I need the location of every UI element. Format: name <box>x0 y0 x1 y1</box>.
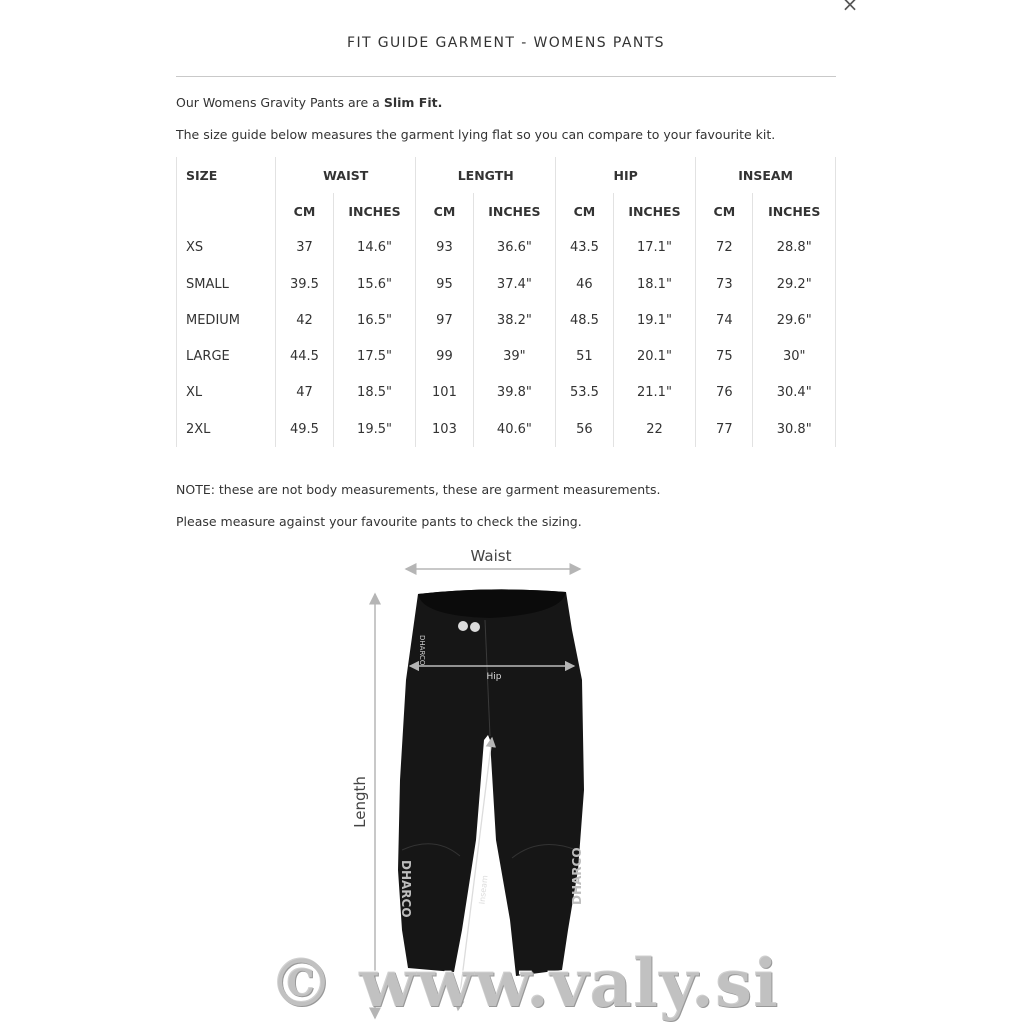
brand-mark: DHARCO <box>570 847 584 905</box>
size-cell: 2XL <box>177 411 276 447</box>
inseam-label: Inseam <box>477 874 490 905</box>
table-cell: 101 <box>416 375 473 411</box>
table-cell: 16.5" <box>333 302 416 338</box>
table-cell: 30.4" <box>753 375 836 411</box>
table-cell: 75 <box>696 338 753 374</box>
table-cell: 99 <box>416 338 473 374</box>
table-cell: 39" <box>473 338 556 374</box>
table-cell: 38.2" <box>473 302 556 338</box>
table-row <box>177 375 836 411</box>
table-cell: 103 <box>416 411 473 447</box>
watermark: © www.valy.si <box>268 944 779 1022</box>
fit-intro-text: Our Womens Gravity Pants are a <box>176 95 384 110</box>
table-cell: 47 <box>276 375 334 411</box>
table-cell: 76 <box>696 375 753 411</box>
table-cell: 19.1" <box>613 302 696 338</box>
table-cell: 74 <box>696 302 753 338</box>
waist-label: Waist <box>470 547 512 565</box>
size-guide-description: The size guide below measures the garment lying flat so you can compare to your favourite kit. <box>176 127 776 142</box>
table-row <box>177 266 836 302</box>
size-header: SIZE <box>177 157 276 193</box>
size-cell: LARGE <box>177 338 276 374</box>
size-cell: XL <box>177 375 276 411</box>
table-cell: 43.5 <box>556 230 614 266</box>
unit-header: INCHES <box>333 193 416 229</box>
table-cell: 37 <box>276 230 334 266</box>
unit-header: CM <box>276 193 334 229</box>
table-cell: 40.6" <box>473 411 556 447</box>
table-cell: 30.8" <box>753 411 836 447</box>
fit-intro <box>176 95 442 110</box>
close-icon[interactable]: × <box>841 0 859 16</box>
table-cell: 22 <box>613 411 696 447</box>
table-cell: 28.8" <box>753 230 836 266</box>
table-row <box>177 411 836 447</box>
table-cell: 14.6" <box>333 230 416 266</box>
table-row <box>177 302 836 338</box>
table-cell: 44.5 <box>276 338 334 374</box>
table-cell: 56 <box>556 411 614 447</box>
table-cell: 97 <box>416 302 473 338</box>
table-cell: 53.5 <box>556 375 614 411</box>
fit-type: Slim Fit. <box>383 95 443 110</box>
garment-note: NOTE: these are not body measurements, these are garment measurements. <box>176 482 661 497</box>
size-table <box>176 157 836 447</box>
table-cell: 73 <box>696 266 753 302</box>
table-cell: 46 <box>556 266 614 302</box>
size-cell: XS <box>177 230 276 266</box>
table-cell: 36.6" <box>473 230 556 266</box>
table-cell: 49.5 <box>276 411 334 447</box>
table-row <box>177 230 836 266</box>
unit-header: INCHES <box>613 193 696 229</box>
table-cell: 19.5" <box>333 411 416 447</box>
table-row <box>177 338 836 374</box>
length-label: Length <box>351 776 369 828</box>
table-cell: 30" <box>753 338 836 374</box>
unit-header: INCHES <box>753 193 836 229</box>
table-cell: 15.6" <box>333 266 416 302</box>
table-cell: 21.1" <box>613 375 696 411</box>
table-cell: 18.5" <box>333 375 416 411</box>
table-cell: 77 <box>696 411 753 447</box>
group-header-hip: HIP <box>556 157 696 193</box>
table-cell: 20.1" <box>613 338 696 374</box>
table-cell: 29.2" <box>753 266 836 302</box>
measure-tip: Please measure against your favourite pants to check the sizing. <box>176 514 582 529</box>
table-cell: 37.4" <box>473 266 556 302</box>
snap-button <box>470 622 480 632</box>
unit-header: CM <box>556 193 614 229</box>
modal-title: FIT GUIDE GARMENT - WOMENS PANTS <box>347 35 665 51</box>
table-cell: 18.1" <box>613 266 696 302</box>
table-cell: 95 <box>416 266 473 302</box>
table-cell: 72 <box>696 230 753 266</box>
table-cell: 48.5 <box>556 302 614 338</box>
table-cell: 17.5" <box>333 338 416 374</box>
group-header-length: LENGTH <box>416 157 556 193</box>
hip-label: Hip <box>486 672 502 682</box>
brand-mark: DHARCO <box>418 635 426 666</box>
unit-header: INCHES <box>473 193 556 229</box>
unit-header-blank <box>177 193 276 229</box>
table-cell: 93 <box>416 230 473 266</box>
brand-mark: DHARCO <box>399 860 413 918</box>
title-divider <box>176 76 836 77</box>
table-cell: 39.5 <box>276 266 334 302</box>
group-header-inseam: INSEAM <box>696 157 836 193</box>
table-cell: 51 <box>556 338 614 374</box>
unit-header: CM <box>416 193 473 229</box>
table-cell: 39.8" <box>473 375 556 411</box>
snap-button <box>458 621 468 631</box>
table-cell: 29.6" <box>753 302 836 338</box>
table-cell: 42 <box>276 302 334 338</box>
table-unit-header <box>177 193 836 229</box>
size-cell: MEDIUM <box>177 302 276 338</box>
table-cell: 17.1" <box>613 230 696 266</box>
size-cell: SMALL <box>177 266 276 302</box>
table-group-header <box>177 157 836 193</box>
group-header-waist: WAIST <box>276 157 416 193</box>
unit-header: CM <box>696 193 753 229</box>
